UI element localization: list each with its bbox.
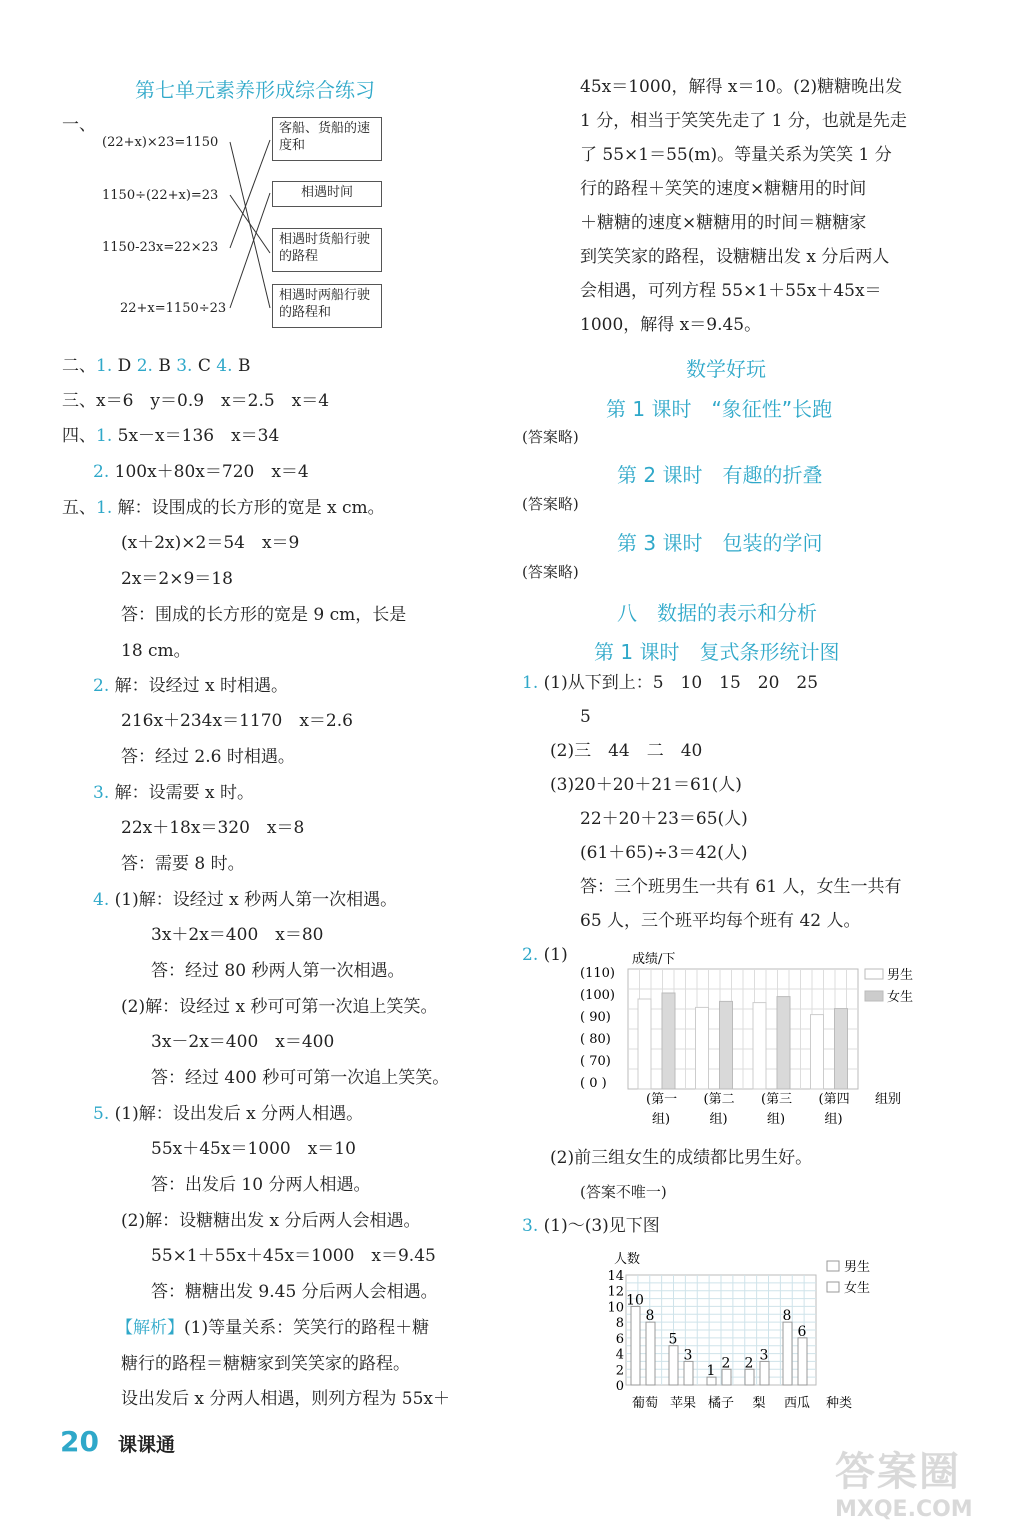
right-cont-8: 1000，解得 x＝9.45。 (580, 315, 762, 335)
chart2-xlabel: 种类 (826, 1396, 853, 1411)
chart1-y-tick: ( 90) (580, 1010, 611, 1025)
r3-row-1 (522, 1215, 660, 1237)
q5-p3-l1: 解：设需要 x 时。 (114, 783, 255, 803)
chart2-value-label: 2 (721, 1355, 731, 1372)
chart1-y-tick: (110) (580, 966, 615, 981)
q5-p3-row-1 (93, 782, 254, 804)
chart2-bar-girls (798, 1338, 807, 1385)
chart2-y-tick: 8 (615, 1316, 624, 1332)
r1-l6: (61＋65)÷3＝42(人) (580, 843, 748, 863)
chart2-bar-girls (722, 1369, 731, 1385)
chart2-bar-girls (760, 1361, 769, 1385)
q5-p1-num: 1. (96, 498, 113, 518)
q1-box-2: 相遇时间 (272, 181, 382, 207)
r1-l5: 22＋20＋23＝65(人) (580, 809, 748, 829)
lesson3-answer: (答案略) (522, 563, 579, 581)
chart1-y-ticks (580, 966, 615, 1091)
chart1-bar-girls (835, 1009, 848, 1089)
r2-num: 2. (522, 945, 539, 965)
r2-row-1 (522, 944, 568, 966)
unit8-lesson1-title: 第 1 课时 复式条形统计图 (594, 640, 840, 664)
right-cont-4: 行的路程＋笑笑的速度×糖糖用的时间 (580, 179, 867, 199)
chart1-bar-boys (638, 999, 651, 1089)
r1-l8: 65 人，三个班平均每个班有 42 人。 (580, 911, 861, 931)
chart2-bar-boys (745, 1369, 754, 1385)
q4-text-1: 5x－x＝136 x＝34 (117, 426, 280, 446)
q1-equation-2: 1150÷(22+x)=23 (102, 188, 219, 203)
chart1-category-label: (第二 (703, 1092, 735, 1107)
chart2-value-label: 8 (782, 1308, 792, 1325)
watermark-url: MXQE.COM (835, 1497, 973, 1522)
chart1-bar-boys (696, 1007, 709, 1089)
r1-l7: 答：三个班男生一共有 61 人，女生一共有 (580, 877, 902, 897)
chart1-y-tick: ( 0 ) (580, 1076, 607, 1091)
chart1-bar-boys (753, 1003, 766, 1089)
chart2-categories (632, 1395, 810, 1411)
chart1-y-tick: ( 70) (580, 1054, 611, 1069)
right-cont-3: 了 55×1＝55(m)。等量关系为笑笑 1 分 (580, 145, 892, 165)
q3-label: 三、 (62, 391, 96, 411)
chart2-y-tick: 10 (607, 1300, 624, 1316)
q3-row (62, 390, 329, 412)
r3-l1: (1)～(3)见下图 (543, 1216, 660, 1236)
chart2-y-tick: 12 (607, 1284, 624, 1300)
chart2-value-label: 1 (706, 1363, 716, 1380)
q4-row-1 (62, 425, 279, 447)
q5-p2-l3: 答：经过 2.6 时相遇。 (121, 747, 295, 767)
q5-p4-num: 4. (93, 890, 110, 910)
chart2-legend-girls: 女生 (844, 1281, 871, 1296)
chart2-y-tick: 6 (615, 1331, 624, 1347)
q5-p5-num: 5. (93, 1104, 110, 1124)
q2-answer-3: C (197, 356, 211, 376)
q2-answer-1: D (117, 356, 132, 376)
q2-num-1: 1. (96, 356, 113, 376)
chart-scores (580, 945, 914, 1135)
chart2-legend-boys: 男生 (844, 1260, 871, 1275)
q5-p5-l6: 答：糖糖出发 9.45 分后两人会相遇。 (151, 1282, 438, 1302)
q4-num-1: 1. (96, 426, 113, 446)
q5-p2-num: 2. (93, 676, 110, 696)
lesson1-answer: (答案略) (522, 428, 579, 446)
chart2-y-tick: 14 (607, 1269, 624, 1284)
q4-row-2 (93, 461, 309, 483)
q2-row (62, 355, 250, 377)
q2-answer-2: B (158, 356, 171, 376)
lesson3-title: 第 3 课时 包装的学问 (617, 531, 823, 555)
chart1-category-label-2: 组) (709, 1112, 728, 1127)
analysis-tag: 【解析】 (116, 1318, 184, 1338)
chart1-categories (646, 1092, 850, 1127)
r1-l3: (2)三 44 二 40 (550, 741, 703, 761)
q5-p3-l3: 答：需要 8 时。 (121, 854, 245, 874)
q5-p2-l1: 解：设经过 x 时相遇。 (114, 676, 289, 696)
r2-l3: (答案不唯一) (580, 1183, 667, 1201)
fun-math-title: 数学好玩 (686, 357, 766, 381)
chart-fruits (600, 1245, 900, 1415)
q5-p5-l4: (2)解：设糖糖出发 x 分后两人会相遇。 (121, 1211, 421, 1231)
q1-matching-lines (225, 128, 275, 328)
chart2-category-label: 橘子 (707, 1396, 735, 1411)
chart2-y-tick: 0 (615, 1379, 624, 1394)
right-cont-2: 1 分，相当于笑笑先走了 1 分，也就是先走 (580, 111, 907, 131)
chart1-category-label-2: 组) (767, 1112, 786, 1127)
chart1-category-label-2: 组) (824, 1112, 843, 1127)
r2-l2: (2)前三组女生的成绩都比男生好。 (550, 1148, 813, 1168)
chart2-y-tick: 2 (615, 1363, 624, 1379)
legend-boys-swatch (865, 969, 883, 979)
q5-p2-l2: 216x＋234x＝1170 x＝2.6 (121, 711, 353, 731)
q2-label: 二、 (62, 356, 96, 376)
q5-p2-row-1 (93, 675, 288, 697)
chart1-bar-boys (811, 1015, 824, 1089)
chart2-bar-girls (684, 1361, 693, 1385)
q1-box-1: 客船、货船的速度和 (272, 117, 382, 161)
unit8-title: 八 数据的表示和分析 (617, 601, 817, 625)
chart2-ylabel: 人数 (614, 1252, 641, 1267)
analysis-l3: 设出发后 x 分两人相遇，则列方程为 55x＋ (121, 1389, 451, 1409)
q5-p1-l5: 18 cm。 (121, 641, 191, 661)
chart2-y-ticks (607, 1269, 624, 1394)
r1-l4: (3)20＋20＋21＝61(人) (550, 775, 742, 795)
q5-p1-l2: (x＋2x)×2＝54 x＝9 (121, 533, 300, 553)
legend-girls-swatch (865, 991, 883, 1001)
r1-l1: (1)从下到上：5 10 15 20 25 (543, 673, 819, 693)
r3-num: 3. (522, 1216, 539, 1236)
watermark (835, 1440, 1005, 1530)
chart2-bar-boys (631, 1306, 640, 1385)
chart1-xlabel: 组别 (875, 1092, 902, 1107)
q5-p1-l3: 2x＝2×9＝18 (121, 569, 233, 589)
q5-p1-l4: 答：围成的长方形的宽是 9 cm，长是 (121, 605, 407, 625)
right-cont-7: 会相遇，可列方程 55×1＋55x＋45x＝ (580, 281, 882, 301)
q1-box-4: 相遇时两船行驶的路程和 (272, 284, 382, 328)
q5-p4-l1: (1)解：设经过 x 秒两人第一次相遇。 (114, 890, 398, 910)
q5-p4-row-1 (93, 889, 397, 911)
q2-num-2: 2. (136, 356, 153, 376)
chart2-y-tick: 4 (615, 1347, 624, 1363)
q5-p5-l3: 答：出发后 10 分两人相遇。 (151, 1175, 371, 1195)
chart2-legend-girls-swatch (827, 1282, 839, 1292)
chart2-value-label: 8 (645, 1308, 655, 1325)
chart1-category-label-2: 组) (652, 1112, 671, 1127)
q5-label: 五、 (62, 498, 96, 518)
chart2-value-label: 3 (759, 1347, 769, 1364)
q5-p3-l2: 22x＋18x＝320 x＝8 (121, 818, 305, 838)
q5-p5-row-1 (93, 1103, 363, 1125)
q1-box-3: 相遇时货船行驶的路程 (272, 228, 382, 272)
q1-equation-3: 1150-23x=22×23 (102, 240, 219, 255)
chart2-bar-boys (669, 1346, 678, 1385)
unit7-title: 第七单元素养形成综合练习 (135, 78, 375, 102)
chart1-legend-girls: 女生 (887, 990, 914, 1005)
analysis-row-1 (116, 1317, 429, 1339)
chart1-bar-girls (720, 1001, 733, 1089)
chart1-bar-girls (777, 997, 790, 1089)
r2-l1: (1) (543, 945, 568, 965)
q2-answer-4: B (237, 356, 251, 376)
q5-p5-l5: 55×1＋55x＋45x＝1000 x＝9.45 (151, 1246, 436, 1266)
chart2-category-label: 葡萄 (631, 1396, 659, 1411)
q5-p4-l4: (2)解：设经过 x 秒可可第一次追上笑笑。 (121, 997, 438, 1017)
q5-p5-l2: 55x＋45x＝1000 x＝10 (151, 1139, 356, 1159)
chart1-bar-girls (662, 993, 675, 1089)
analysis-l2: 糖行的路程＝糖糖家到笑笑家的路程。 (121, 1354, 410, 1374)
lesson1-title: 第 1 课时 “象征性”长跑 (606, 397, 833, 421)
chart2-value-label: 10 (626, 1292, 644, 1309)
q5-p1-row-1 (62, 497, 385, 519)
q5-p1-l1: 解：设围成的长方形的宽是 x cm。 (117, 498, 385, 518)
chart2-category-label: 梨 (752, 1396, 766, 1411)
watermark-text: 答案圈 (835, 1449, 961, 1495)
right-cont-6: 到笑笑家的路程，设糖糖出发 x 分后两人 (580, 247, 890, 267)
analysis-l1: (1)等量关系：笑笑行的路程＋糖 (184, 1318, 430, 1338)
q1-equation-1: (22+x)×23=1150 (102, 135, 219, 150)
right-cont-1: 45x＝1000，解得 x＝10。(2)糖糖晚出发 (580, 77, 903, 97)
q2-num-4: 4. (216, 356, 233, 376)
r1-num: 1. (522, 673, 539, 693)
r1-l2: 5 (580, 707, 591, 727)
chart1-category-label: (第三 (761, 1092, 793, 1107)
chart2-value-label: 6 (797, 1323, 807, 1340)
q5-p4-l3: 答：经过 80 秒两人第一次相遇。 (151, 961, 405, 981)
chart1-y-tick: ( 80) (580, 1032, 611, 1047)
brand-name: 课课通 (118, 1434, 176, 1456)
chart2-category-label: 西瓜 (783, 1396, 811, 1411)
q5-p4-l5: 3x－2x＝400 x＝400 (151, 1032, 335, 1052)
chart2-bar-girls (646, 1322, 655, 1385)
q2-num-3: 3. (176, 356, 193, 376)
q5-p4-l6: 答：经过 400 秒可可第一次追上笑笑。 (151, 1068, 450, 1088)
chart1-y-tick: (100) (580, 988, 615, 1003)
chart2-bar-boys (783, 1322, 792, 1385)
lesson2-title: 第 2 课时 有趣的折叠 (617, 463, 823, 487)
lesson2-answer: (答案略) (522, 495, 579, 513)
chart2-value-label: 5 (668, 1331, 678, 1348)
chart1-category-label: (第一 (646, 1092, 678, 1107)
q1-equation-4: 22+x=1150÷23 (120, 301, 227, 316)
q4-text-2: 100x＋80x＝720 x＝4 (114, 462, 309, 482)
right-cont-5: ＋糖糖的速度×糖糖用的时间＝糖糖家 (580, 213, 867, 233)
chart1-category-label: (第四 (818, 1092, 850, 1107)
r1-row-1 (522, 672, 818, 694)
q4-num-2: 2. (93, 462, 110, 482)
chart1-ylabel: 成绩/下 (632, 952, 676, 967)
q3-text: x＝6 y＝0.9 x＝2.5 x＝4 (96, 391, 330, 411)
q1-label: 一、 (62, 115, 96, 135)
q4-label: 四、 (62, 426, 96, 446)
chart2-legend-boys-swatch (827, 1261, 839, 1271)
chart2-value-label: 2 (744, 1355, 754, 1372)
chart1-legend-boys: 男生 (887, 968, 914, 983)
chart2-category-label: 苹果 (669, 1396, 697, 1411)
q5-p5-l1: (1)解：设出发后 x 分两人相遇。 (114, 1104, 364, 1124)
chart2-value-label: 3 (683, 1347, 693, 1364)
q5-p4-l2: 3x＋2x＝400 x＝80 (151, 925, 324, 945)
page-number: 20 (60, 1425, 99, 1458)
q5-p3-num: 3. (93, 783, 110, 803)
